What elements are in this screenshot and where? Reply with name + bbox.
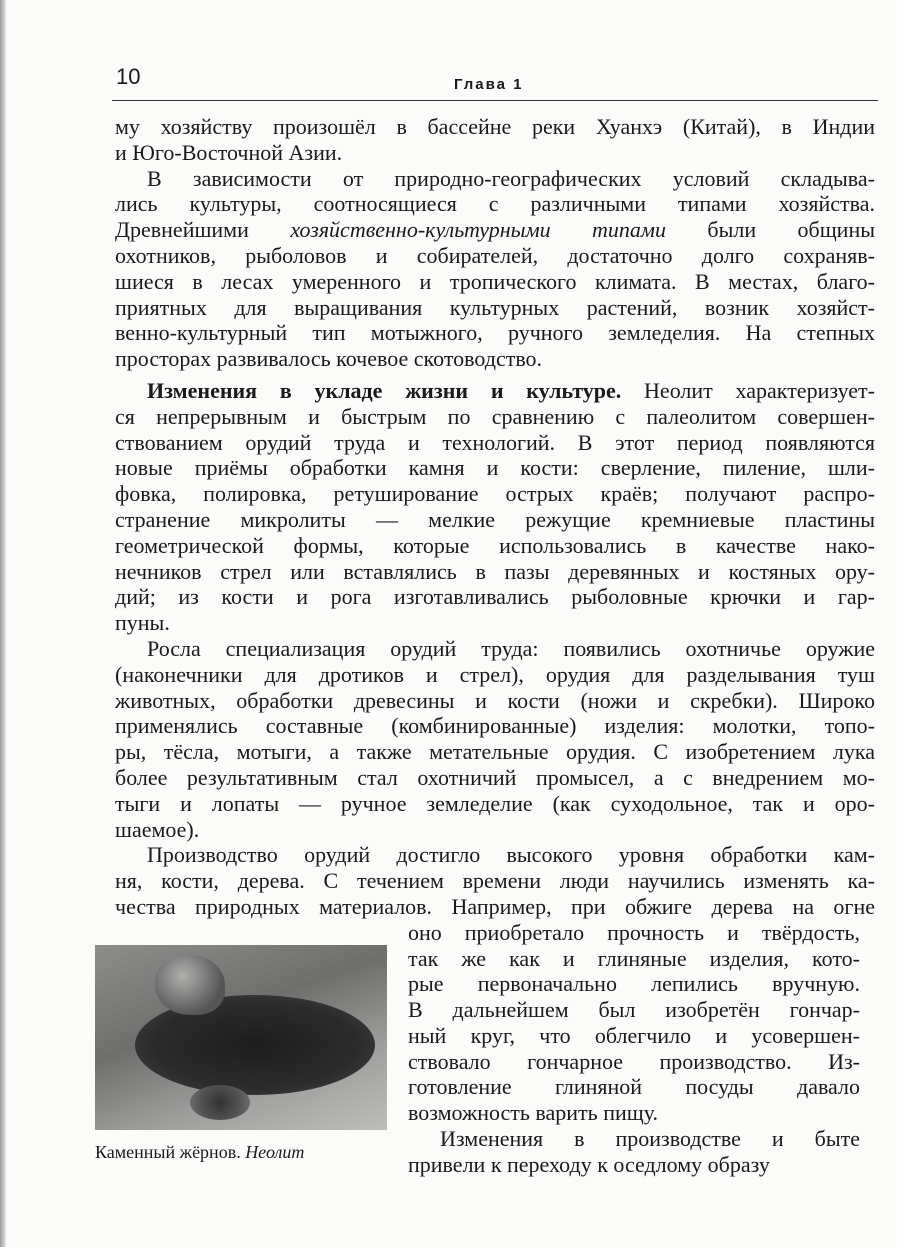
text-line: просторах развивалось кочевое скотоводство. — [115, 346, 543, 372]
text-line: так же как и глиняные изделия, кото- — [408, 945, 860, 971]
grain-pile-image — [190, 1085, 250, 1120]
text-line: В зависимости от природно-географических условий складыва- — [147, 165, 875, 191]
text-line: ся непрерывным и быстрым по сравнению с палеолитом совершен- — [115, 403, 875, 429]
text-line: геометрической формы, которые использовались в качестве нако- — [115, 532, 875, 558]
text-segment: Древнейшими — [115, 217, 291, 243]
text-line: Изменения в производстве и быте — [440, 1126, 860, 1152]
text-line: Росла специализация орудий труда: появились охотничье оружие — [147, 635, 875, 661]
text-line: (наконечники для дротиков и стрел), орудия для разделывания туш — [115, 661, 875, 687]
section-heading: Изменения в укладе жизни и культуре. — [147, 377, 622, 403]
scan-edge — [0, 0, 6, 1247]
text-segment: Неолит характеризует- — [621, 377, 875, 403]
text-line: В дальнейшем был изобретён гончар- — [408, 997, 860, 1023]
text-line: оно приобретало прочность и твёрдость, — [408, 919, 860, 945]
text-line: пуны. — [115, 610, 170, 636]
text-segment: были общины — [665, 217, 875, 243]
text-line: приятных для выращивания культурных растений, возник хозяйст- — [115, 294, 875, 320]
text-line: ры, тёсла, мотыги, а также метательные орудия. С изобретением лука — [115, 739, 875, 765]
text-line: и Юго-Восточной Азии. — [115, 139, 343, 165]
text-line: применялись составные (комбинированные) изделия: молотки, топо- — [115, 713, 875, 739]
text-line: ствованием орудий труда и технологий. В этот период появляются — [115, 429, 875, 455]
text-line: тыги и лопаты — ручное земледелие (как суходольное, так и оро- — [115, 790, 875, 816]
text-line: нечников стрел или вставлялись в пазы деревянных и костяных ору- — [115, 558, 875, 584]
emphasis-text: хозяйственно-культурными типами — [290, 217, 666, 243]
grinding-stone-image — [155, 955, 225, 1015]
text-line: му хозяйству произошёл в бассейне реки Хуанхэ (Китай), в Индии — [115, 114, 875, 139]
text-line: фовка, полировка, ретуширование острых краёв; получают распро- — [115, 481, 875, 507]
text-line: возможность варить пищу. — [408, 1100, 658, 1126]
text-line: привели к переходу к оседлому образу — [408, 1151, 770, 1177]
text-line: ствовало гончарное производство. Из- — [408, 1048, 860, 1074]
text-line: венно-культурный тип мотыжного, ручного земледелия. На степных — [115, 320, 875, 346]
text-line: шиеся в лесах умеренного и тропического климата. В местах, благо- — [115, 268, 875, 294]
text-line: дий; из кости и рога изготавливались рыболовные крючки и гар- — [115, 584, 875, 610]
text-line: странение микролиты — мелкие режущие кремниевые пластины — [115, 506, 875, 532]
caption-period: Неолит — [245, 1142, 305, 1162]
text-line: ня, кости, дерева. С течением времени люди научились изменять ка- — [115, 868, 875, 894]
text-line: более результативным стал охотничий промысел, а с внедрением мо- — [115, 764, 875, 790]
chapter-title: Глава 1 — [454, 76, 524, 93]
text-line: ный круг, что облегчило и усовершен- — [408, 1022, 860, 1048]
text-line: лись культуры, соотносящиеся с различными типами хозяйства. — [115, 191, 875, 217]
text-line: животных, обработки древесины и кости (ножи и скребки). Широко — [115, 687, 875, 713]
text-line: чества природных материалов. Например, при обжиге дерева на огне — [115, 893, 875, 919]
text-line — [115, 217, 875, 243]
millstone-photo — [95, 945, 387, 1130]
text-line: Производство орудий достигло высокого уровня обработки кам- — [147, 842, 875, 868]
text-line: рые первоначально лепились вручную. — [408, 971, 860, 997]
text-line — [115, 378, 875, 404]
text-line: охотников, рыболовов и собирателей, достаточно долго сохраняв- — [115, 242, 875, 268]
header-rule — [112, 100, 878, 101]
figure-caption — [95, 1140, 304, 1164]
caption-text: Каменный жёрнов. — [95, 1142, 241, 1162]
page-number: 10 — [116, 64, 141, 89]
text-line: шаемое). — [115, 816, 200, 842]
text-line: новые приёмы обработки камня и кости: сверление, пиление, шли- — [115, 455, 875, 481]
text-line: готовление глиняной посуды давало — [408, 1074, 860, 1100]
